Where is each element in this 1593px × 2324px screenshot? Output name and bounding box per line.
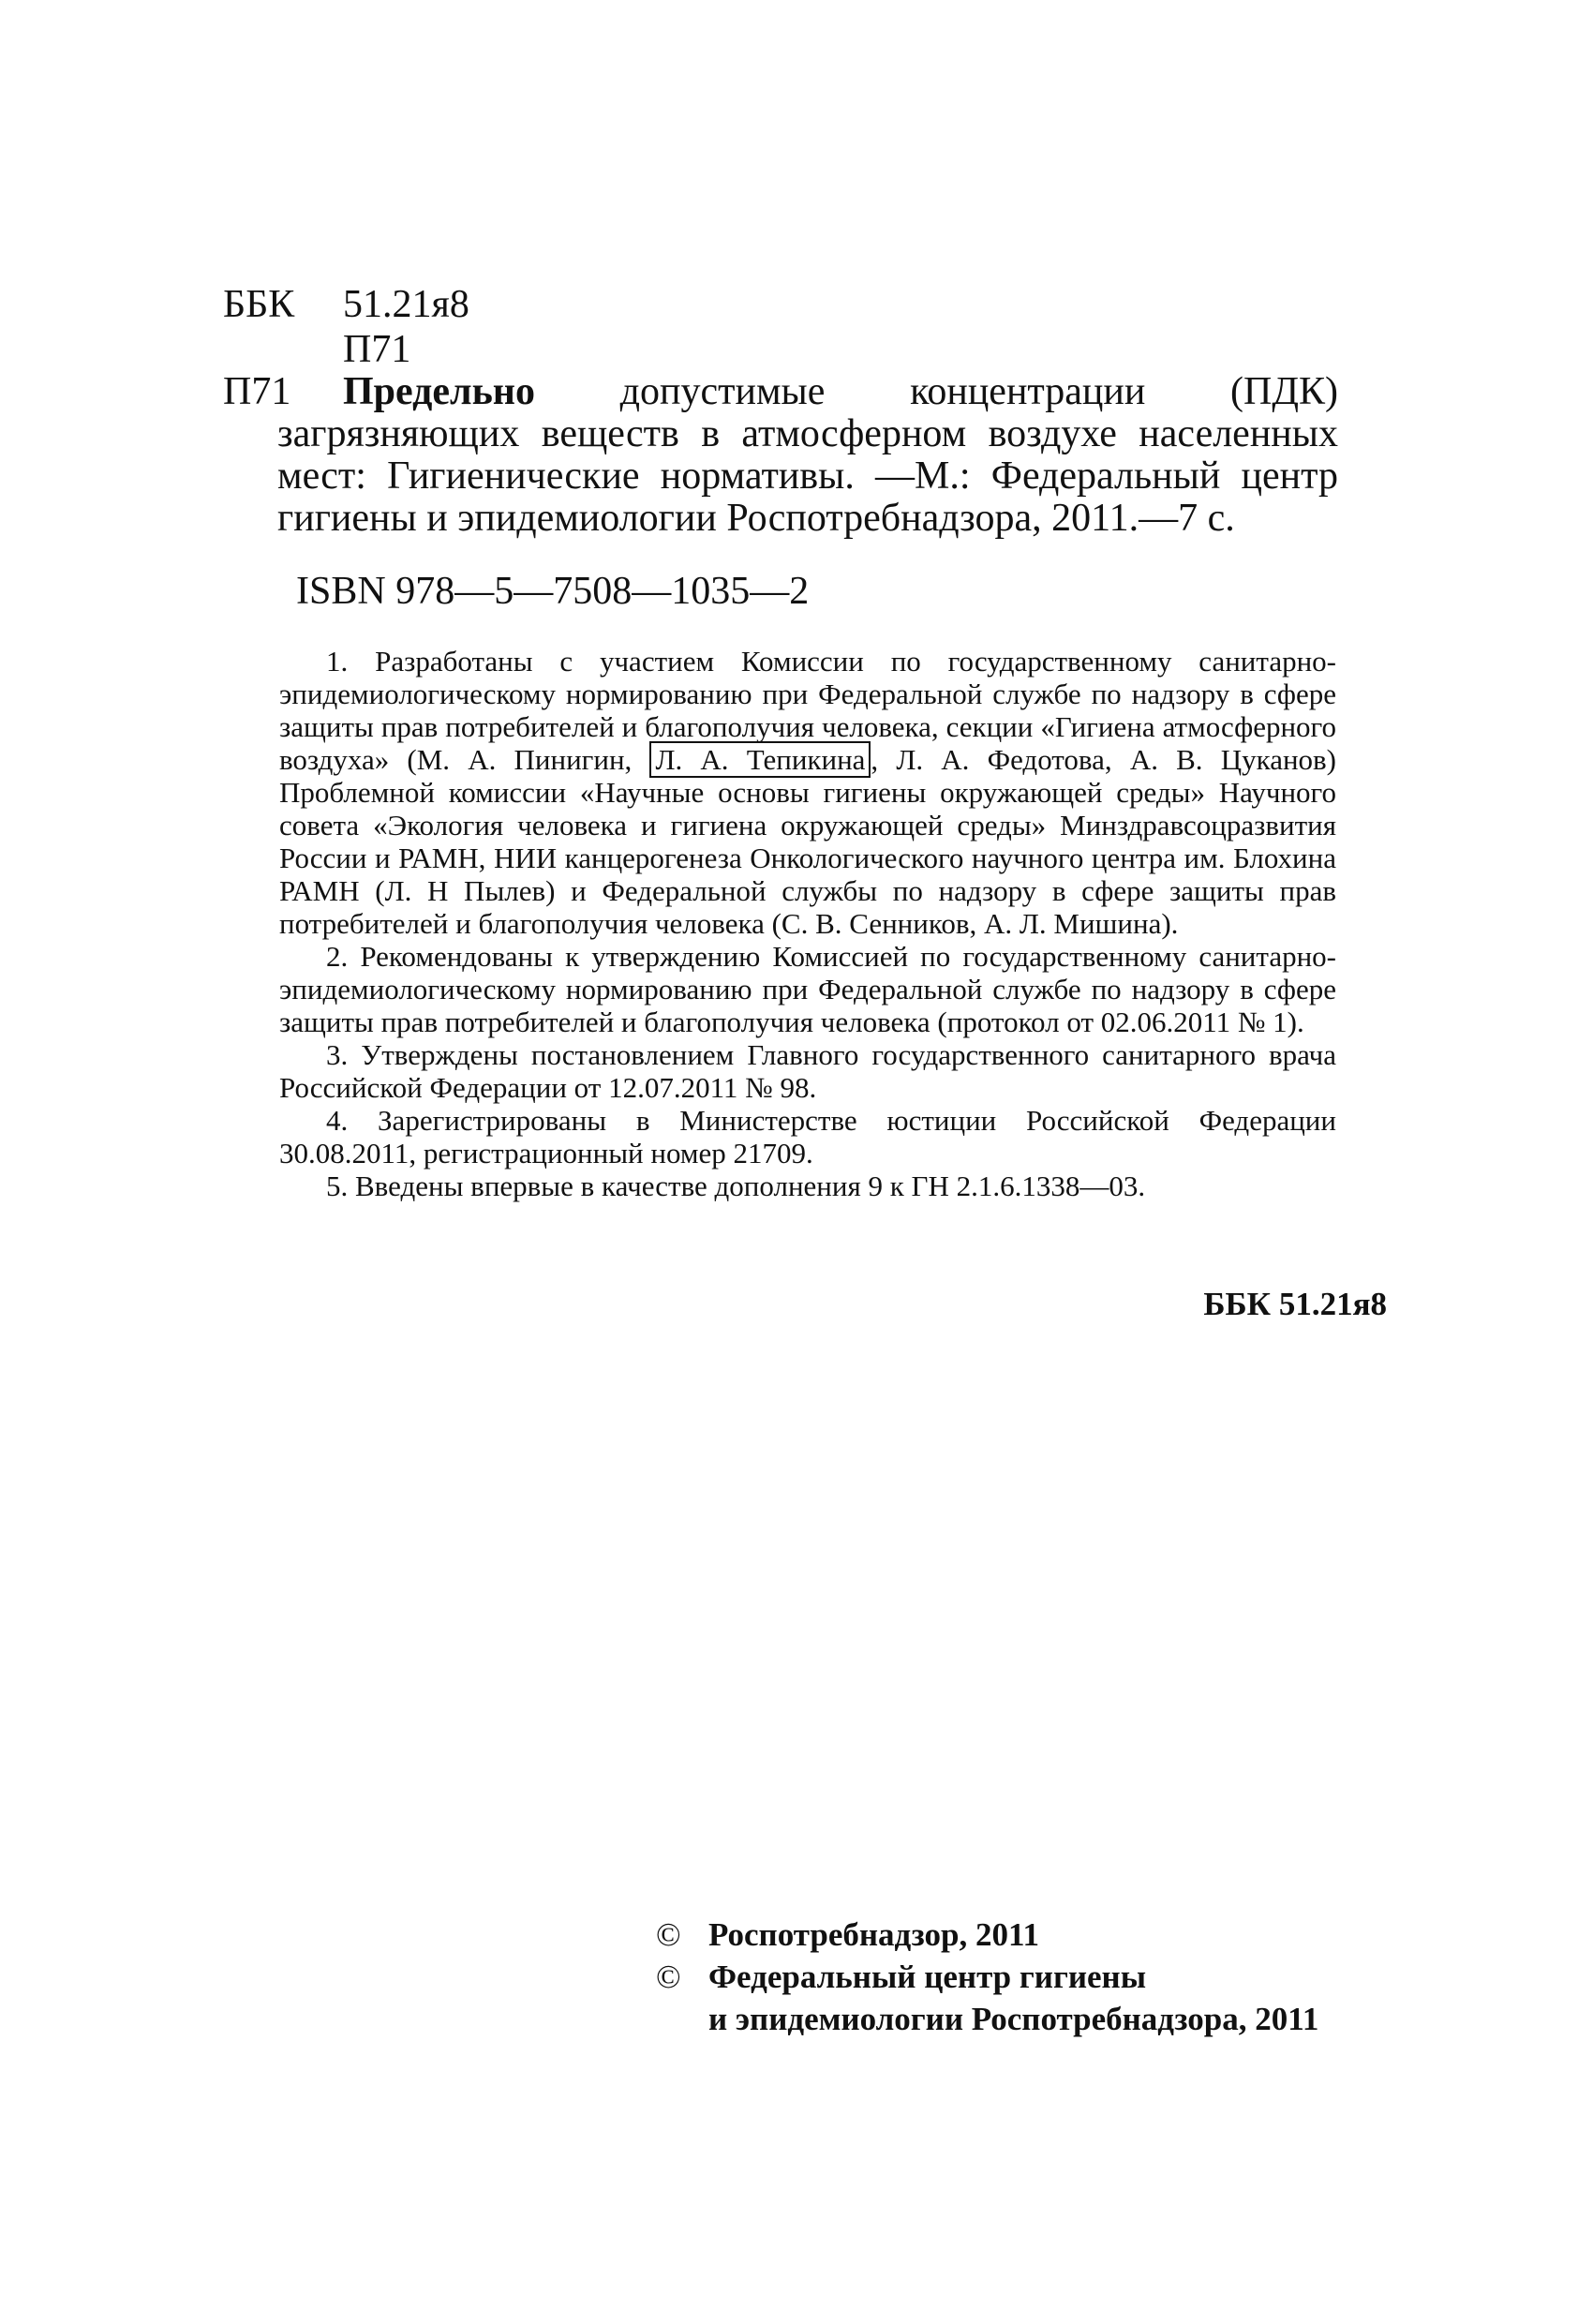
bbk-index	[223, 281, 469, 328]
copyright-block	[656, 1914, 1318, 2040]
author-mark: П71	[343, 328, 411, 371]
biblio-description: допустимые концентрации (ПДК) загрязняющих веществ в атмосферном воздухе населенных мест: Гигиенические нормативы. —М.: Федеральный центр гигиены и эпидемиологии Роспотребнадзора, 2011.—7 с.	[277, 370, 1338, 540]
biblio-author-mark: П71	[223, 370, 291, 413]
biblio-title-lead: Предельно	[343, 370, 535, 413]
isbn: ISBN 978—5—7508—1035—2	[296, 570, 810, 613]
publication-notes	[279, 645, 1336, 1202]
copyright-symbol-icon: ©	[656, 1959, 681, 1995]
bbk-label: ББК	[223, 283, 295, 326]
copyright-symbol-icon: ©	[656, 1916, 681, 1953]
copyright-line-2: Федеральный центр гигиены	[708, 1959, 1147, 1995]
bbk-code-value: 51.21я8	[343, 283, 469, 326]
note-1-part-b: , Л. А. Федотова, А. В. Цуканов) Проблемной комиссии «Научные основы гигиены окружающей среды» Научного совета «Экология человека и гигиена окружающей среды» Минздравсоцразвития России и РАМН, НИИ канцерогенеза Онкологического научного центра им. Блохина РАМН (Л. Н Пылев) и Федеральной службы по надзору в сфере защиты прав потребителей и благополучия человека (С. В. Сенников, А. Л. Мишина).	[279, 743, 1337, 940]
note-1-part-a: 1. Разработаны с участием Комиссии по государственному санитарно-эпидемиологическому нормированию при Федеральной службе по надзору в сфере защиты прав потребителей и благополучия человека, секции «Гигиена атмосферного воздуха» (М. А. Пинигин,	[279, 645, 1336, 776]
copyright-row-2	[656, 1956, 1318, 1998]
note-1	[279, 645, 1336, 940]
note-2: 2. Рекомендованы к утверждению Комиссией по государственному санитарно-эпидемиологическому нормированию при Федеральной службе по надзору в сфере защиты прав потребителей и благополучия человека (протокол от 02.06.2011 № 1).	[279, 940, 1336, 1038]
copyright-line-3: и эпидемиологии Роспотребнадзора, 2011	[708, 2001, 1319, 2037]
copyright-line-1: Роспотребнадзор, 2011	[708, 1916, 1040, 1953]
bibliographic-description	[223, 371, 1338, 540]
note-3: 3. Утверждены постановлением Главного государственного санитарного врача Российской Федерации от 12.07.2011 № 98.	[279, 1038, 1336, 1104]
note-4: 4. Зарегистрированы в Министерстве юстиции Российской Федерации 30.08.2011, регистрационный номер 21709.	[279, 1104, 1336, 1169]
note-5: 5. Введены впервые в качестве дополнения 9 к ГН 2.1.6.1338—03.	[326, 1169, 1146, 1202]
note-1-boxed-name: Л. А. Тепикина	[649, 741, 871, 778]
copyright-row-1	[656, 1914, 1318, 1956]
bbk-footer: ББК 51.21я8	[1203, 1286, 1387, 1322]
biblio-text	[277, 371, 1338, 540]
